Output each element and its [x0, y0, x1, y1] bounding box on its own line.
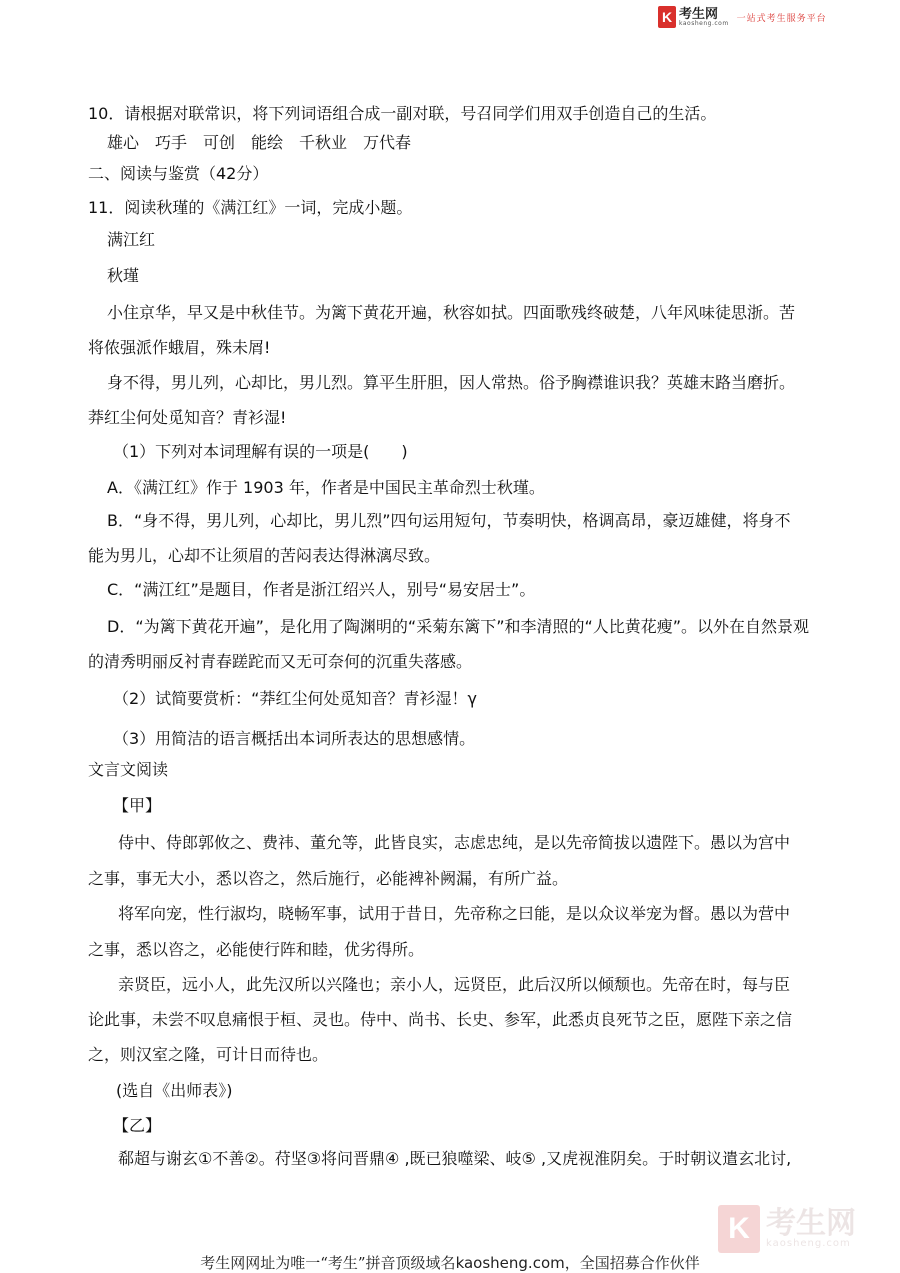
header-slogan: 一站式考生服务平台	[736, 13, 827, 24]
poem-line: 将侬强派作蛾眉，殊未屑!	[88, 338, 271, 357]
question-11-intro: 11．阅读秋瑾的《满江红》一词，完成小题。	[88, 198, 413, 217]
passage-yi-label: 【乙】	[113, 1116, 162, 1135]
option-b: B．“身不得，男儿列，心却比，男儿烈”四句运用短句，节奏明快，格调高昂，豪迈雄健，将身不	[107, 511, 791, 530]
passage-source: (选自《出师表》)	[116, 1081, 233, 1100]
footer-text-post: ，全国招募合作伙伴	[564, 1254, 700, 1272]
option-b-cont: 能为男儿，心却不让须眉的苦闷表达得淋漓尽致。	[88, 546, 441, 565]
poem-line: 小住京华，早又是中秋佳节。为篱下黄花开遍，秋容如拭。四面歌残终破楚，八年风味徒思浙。苦	[107, 303, 796, 322]
watermark-logo-icon: K	[718, 1205, 760, 1253]
sub-question-2: （2）试简要赏析：“莽红尘何处觅知音？青衫湿！γ	[113, 689, 477, 708]
section-2-heading: 二、阅读与鉴赏（42分）	[88, 164, 269, 183]
passage-line: 之事，事无大小，悉以咨之，然后施行，必能裨补阙漏，有所广益。	[88, 869, 569, 888]
header-logo	[658, 6, 827, 28]
passage-line: 郗超与谢玄①不善②。苻坚③将问晋鼎④ ,既已狼噬梁、岐⑤ ,又虎视淮阴矣。于时朝议遣玄北讨,	[118, 1149, 792, 1168]
passage-line: 论此事，未尝不叹息痛恨于桓、灵也。侍中、尚书、长史、参军，此悉贞良死节之臣，愿陛下亲之信	[88, 1010, 793, 1029]
passage-line: 将军向宠，性行淑均，晓畅军事，试用于昔日，先帝称之曰能，是以众议举宠为督。愚以为营中	[118, 904, 791, 923]
footer-domain: kaosheng.com	[455, 1254, 565, 1272]
poem-author: 秋瑾	[107, 266, 140, 285]
option-c: C．“满江红”是题目，作者是浙江绍兴人，别号“易安居士”。	[107, 580, 536, 599]
option-d-cont: 的清秀明丽反衬青春蹉跎而又无可奈何的沉重失落感。	[88, 652, 473, 671]
passage-line: 之事，悉以咨之，必能使行阵和睦，优劣得所。	[88, 940, 425, 959]
poem-title: 满江红	[107, 230, 156, 249]
option-a: A．《满江红》作于 1903 年，作者是中国民主革命烈士秋瑾。	[107, 478, 545, 497]
footer-text-pre: 考生网网址为唯一“考生”拼音顶级域名	[200, 1254, 456, 1272]
watermark-domain: kaosheng.com	[766, 1238, 851, 1249]
logo-domain: kaosheng.com	[679, 19, 729, 27]
sub-question-3: （3）用简洁的语言概括出本词所表达的思想感情。	[113, 729, 476, 748]
watermark-text	[766, 1206, 856, 1249]
passage-line: 之，则汉室之隆，可计日而待也。	[88, 1045, 329, 1064]
poem-line: 莽红尘何处觅知音？青衫湿!	[88, 408, 287, 427]
sub-question-1: （1）下列对本词理解有误的一项是( )	[113, 442, 408, 461]
passage-line: 亲贤臣，远小人，此先汉所以兴隆也；亲小人，远贤臣，此后汉所以倾颓也。先帝在时，每与臣	[118, 975, 791, 994]
option-d: D．“为篱下黄花开遍”，是化用了陶渊明的“采菊东篱下”和李清照的“人比黄花瘦”。以外在自然景观	[107, 617, 810, 636]
question-10: 10．请根据对联常识，将下列词语组合成一副对联，号召同学们用双手创造自己的生活。	[88, 104, 717, 123]
poem-line: 身不得，男儿列，心却比，男儿烈。算平生肝胆，因人常热。俗予胸襟谁识我？英雄末路当磨折。	[107, 373, 796, 392]
passage-jia-label: 【甲】	[113, 796, 162, 815]
logo-icon: K	[658, 6, 676, 28]
question-10-words: 雄心 巧手 可创 能绘 千秋业 万代春	[107, 133, 412, 152]
footer	[0, 1252, 900, 1273]
watermark-name: 考生网	[766, 1206, 856, 1241]
logo-text	[679, 8, 729, 27]
logo-name: 考生网	[679, 6, 719, 22]
classical-reading-title: 文言文阅读	[88, 760, 169, 779]
passage-line: 侍中、侍郎郭攸之、费祎、董允等，此皆良实，志虑忠纯，是以先帝简拔以遗陛下。愚以为宫中	[118, 833, 791, 852]
watermark	[718, 1205, 856, 1253]
